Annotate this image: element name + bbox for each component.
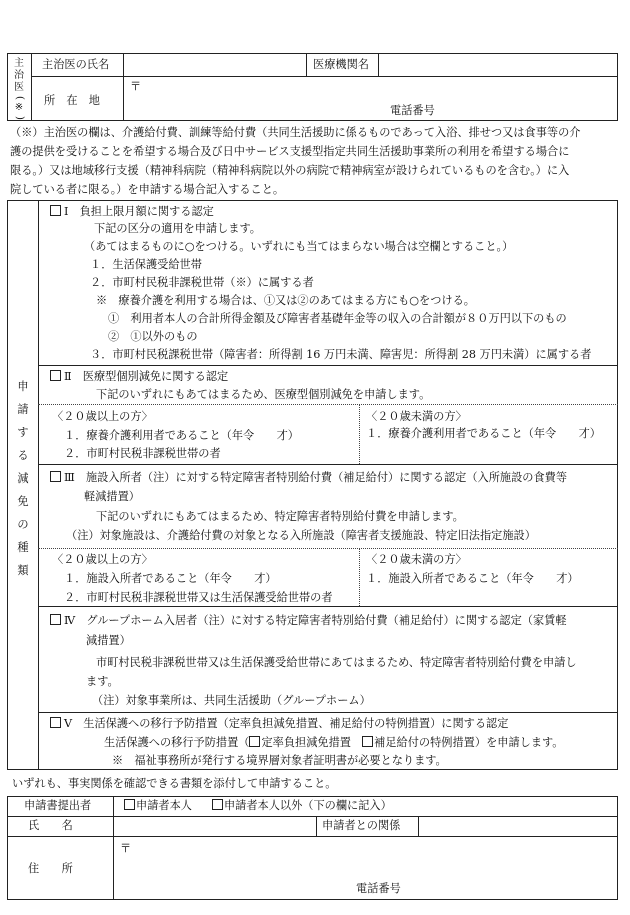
submitter-name-label: 氏 名: [28, 819, 73, 832]
submitter-other-checkbox[interactable]: [212, 799, 223, 810]
rate-reduction-checkbox[interactable]: [249, 736, 260, 747]
section1-line: ２．市町村民税非課税世帯（※）に属する者: [90, 276, 314, 289]
section4-title-cont: 減措置）: [86, 634, 131, 647]
section1-line: ② ①以外のもの: [108, 330, 198, 343]
relation-field[interactable]: [424, 819, 614, 833]
submitter-postal-mark: 〒: [120, 842, 132, 855]
institution-label: 医療機関名: [313, 58, 369, 71]
doctor-name-field[interactable]: [128, 58, 302, 72]
section1-line: （あてはまるものに○をつける。いずれにも当てはまらない場合は空欄とすること。）: [84, 240, 514, 253]
section3-adult-item: １．施設入所者であること（年令 才）: [64, 572, 277, 585]
section1-line: １．生活保護受給世帯: [90, 258, 202, 271]
section3-checkbox[interactable]: [50, 471, 61, 482]
section4-line: 市町村民税非課税世帯又は生活保護受給世帯にあてはまるため、特定障害者特別給付費を申請し: [96, 656, 577, 669]
relation-label: 申請者との関係: [322, 819, 401, 832]
section3-line: 下記のいずれにもあてはまるため、特定障害者特別給付費を申請します。: [96, 510, 464, 523]
doctor-postal-mark: 〒: [130, 80, 142, 93]
special-measure-checkbox[interactable]: [362, 736, 373, 747]
section1-title: Ⅰ 負担上限月額に関する認定: [50, 205, 214, 219]
section4-title: Ⅳ グループホーム入居者（注）に対する特定障害者特別給付費（補足給付）に関する認定（家賃軽: [50, 614, 567, 628]
institution-field[interactable]: [384, 58, 614, 72]
submitter-phone-label: 電話番号: [356, 882, 401, 895]
section4-line: ます。: [86, 675, 119, 688]
submitter-options: 申請者本人 申請者本人以外（下の欄に記入）: [124, 799, 392, 813]
submitter-label: 申請書提出者: [24, 799, 92, 812]
section1-line: ① 利用者本人の合計所得金額及び障害者基礎年金等の収入の合計額が８０万円以下のもの: [108, 312, 567, 325]
section2-minor-header: 〈２０歳未満の方〉: [366, 410, 467, 423]
doctor-note-line: （※）主治医の欄は、介護給付費、訓練等給付費（共同生活援助に係るものであって入浴、排せつ又は食事等の介: [10, 126, 581, 139]
doctor-name-label: 主治医の氏名: [42, 58, 110, 71]
section5-checkbox[interactable]: [50, 717, 61, 728]
section2-adult-item: １．療養介護利用者であること（年令 才）: [64, 429, 299, 442]
submitter-name-field[interactable]: [118, 819, 312, 833]
section1-line: ※ 療養介護を利用する場合は、①又は②のあてはまる方にも○をつける。: [96, 294, 475, 307]
doctor-note-line: 限る。）又は地域移行支援（精神科病院（精神科病院以外の病院で精神病室が設けられているものを含む。）に入: [10, 164, 570, 177]
section2-adult-header: 〈２０歳以上の方〉: [52, 410, 153, 423]
section3-adult-header: 〈２０歳以上の方〉: [52, 553, 153, 566]
section2-line: 下記のいずれにもあてはまるため、医療型個別減免を申請します。: [96, 388, 431, 401]
attach-note: いずれも、事実関係を確認できる書類を添付して申請すること。: [12, 777, 337, 790]
section4-checkbox[interactable]: [50, 614, 61, 625]
section5-line: 生活保護への移行予防措置（ 定率負担減免措置 補足給付の特例措置）を申請します。: [104, 736, 564, 749]
section1-line: 下記の区分の適用を申請します。: [94, 222, 261, 235]
section3-title-cont: 軽減措置）: [84, 490, 140, 503]
section3-adult-item: ２．市町村民税非課税世帯又は生活保護受給世帯の者: [64, 591, 333, 604]
section1-checkbox[interactable]: [50, 205, 61, 216]
doctor-note-line: 護の提供を受けることを希望する場合及び日中サービス支援型指定共同生活援助事業所の利用を希望する場合に: [10, 145, 570, 158]
submitter-self-checkbox[interactable]: [124, 799, 135, 810]
section3-note: （注）対象施設は、介護給付費の対象となる入所施設（障害者支援施設、特定旧法指定施設）: [66, 529, 536, 542]
section5-note: ※ 福祉事務所が発行する境界層対象者証明書が必要となります。: [112, 754, 447, 767]
doctor-address-label: 所 在 地: [44, 94, 100, 107]
doctor-note-line: 院している者に限る。）を申請する場合記入すること。: [10, 183, 285, 196]
section3-minor-header: 〈２０歳未満の方〉: [366, 553, 467, 566]
section2-minor-item: １．療養介護利用者であること（年令 才）: [366, 427, 601, 440]
section1-line: ３．市町村民税課税世帯（障害者：所得割 16 万円未満、障害児：所得割 28 万円未満）に属する者: [90, 348, 592, 361]
section2-adult-item: ２．市町村民税非課税世帯の者: [64, 447, 221, 460]
section4-note: （注）対象事業所は、共同生活援助（グループホーム）: [92, 694, 371, 707]
section3-minor-item: １．施設入所者であること（年令 才）: [366, 572, 579, 585]
section5-title: Ⅴ 生活保護への移行予防措置（定率負担減免措置、補足給付の特例措置）に関する認定: [50, 717, 508, 731]
doctor-phone-label: 電話番号: [390, 104, 435, 117]
section2-title: Ⅱ 医療型個別減免に関する認定: [50, 370, 228, 384]
section3-title: Ⅲ 施設入所者（注）に対する特定障害者特別給付費（補足給付）に関する認定（入所施設の食費等: [50, 471, 567, 485]
submitter-address-label: 住 所: [28, 862, 73, 875]
section2-checkbox[interactable]: [50, 370, 61, 381]
